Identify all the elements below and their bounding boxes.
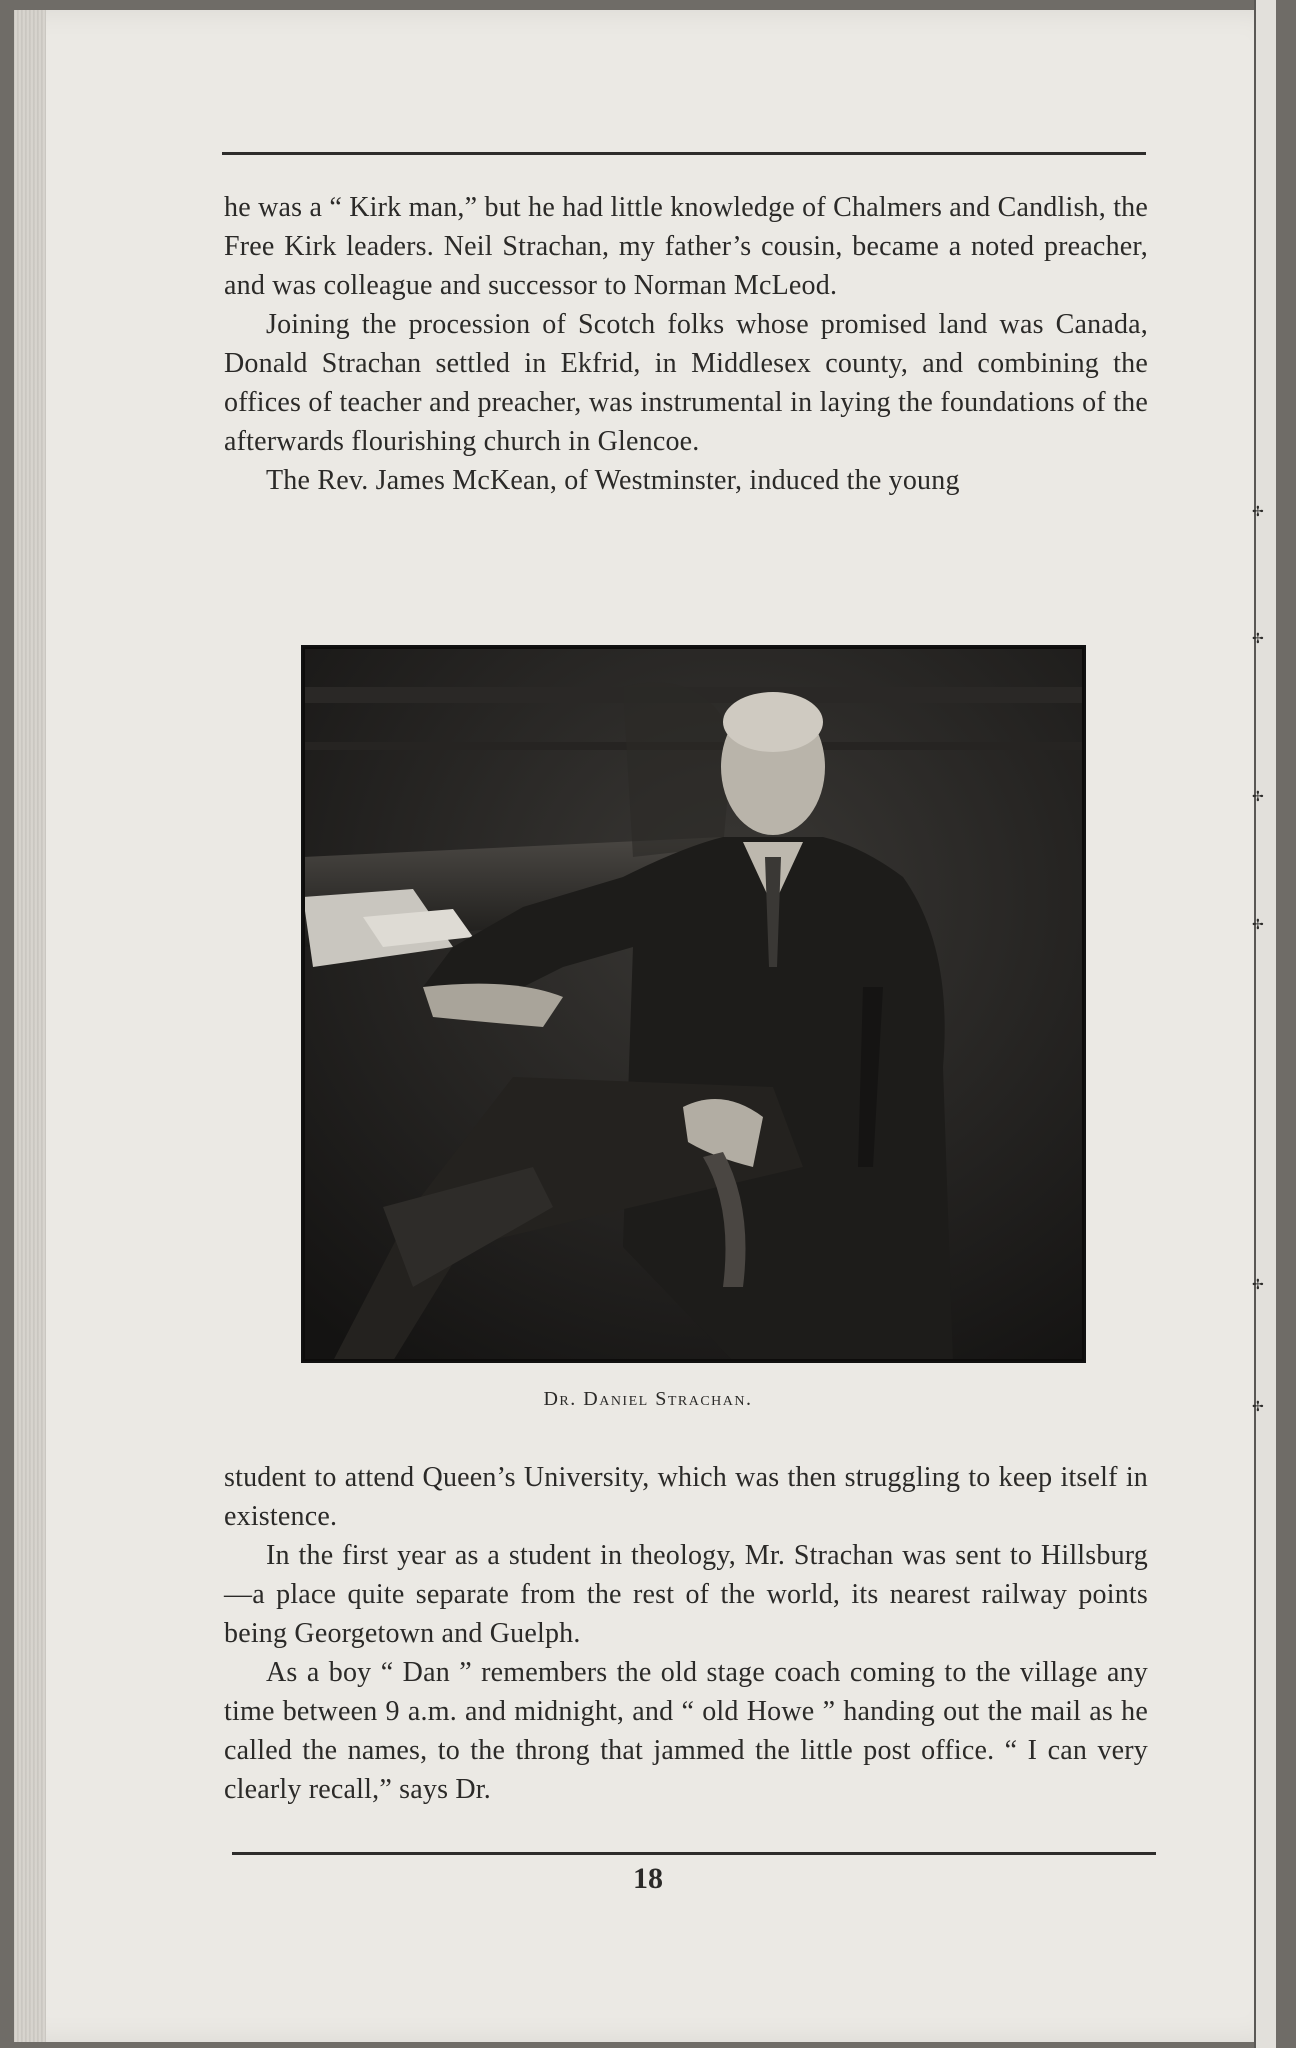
footer-rule [232, 1852, 1156, 1855]
margin-mark: ✢ [1252, 504, 1264, 520]
page-stack-edge [14, 10, 46, 2042]
margin-mark: ✢ [1252, 917, 1264, 933]
margin-mark: ✢ [1252, 789, 1264, 805]
portrait-photo [301, 645, 1086, 1363]
paragraph: The Rev. James McKean, of Westminster, induced the young [266, 465, 960, 496]
paragraph: In the first year as a student in theology, Mr. Strachan was sent to Hillsburg—a place quite separate from the rest of the world, its nearest railway points being Georgetown and Guelph. [224, 1540, 1148, 1649]
right-margin [1256, 0, 1276, 2048]
paragraph: student to attend Queen’s University, which was then struggling to keep itself in existence. [224, 1462, 1148, 1532]
bottom-text [224, 1458, 1148, 1809]
paragraph: As a boy “ Dan ” remembers the old stage coach coming to the village any time between 9 a.m. and midnight, and “ old Howe ” handing out the mail as he called the names, to the throng that jammed the little post office. “ I can very clearly recall,” says Dr. [224, 1657, 1148, 1805]
page-number: 18 [633, 1862, 663, 1895]
top-text [224, 188, 1148, 500]
margin-mark: ✢ [1252, 1399, 1264, 1415]
paragraph: Joining the procession of Scotch folks whose promised land was Canada, Donald Strachan settled in Ekfrid, in Middlesex county, and combining the offices of teacher and preacher, was instrumental in laying the foundations of the afterwards flourishing church in Glencoe. [224, 309, 1148, 457]
paragraph: he was a “ Kirk man,” but he had little knowledge of Chalmers and Candlish, the Free Kirk leaders. Neil Strachan, my father’s cousin, became a noted preacher, and was colleague and successor to Norman McLeod. [224, 192, 1148, 301]
margin-mark: ✢ [1252, 1277, 1264, 1293]
photo-caption: Dr. Daniel Strachan. [543, 1388, 753, 1410]
header-rule [222, 152, 1146, 155]
margin-mark: ✢ [1252, 631, 1264, 647]
